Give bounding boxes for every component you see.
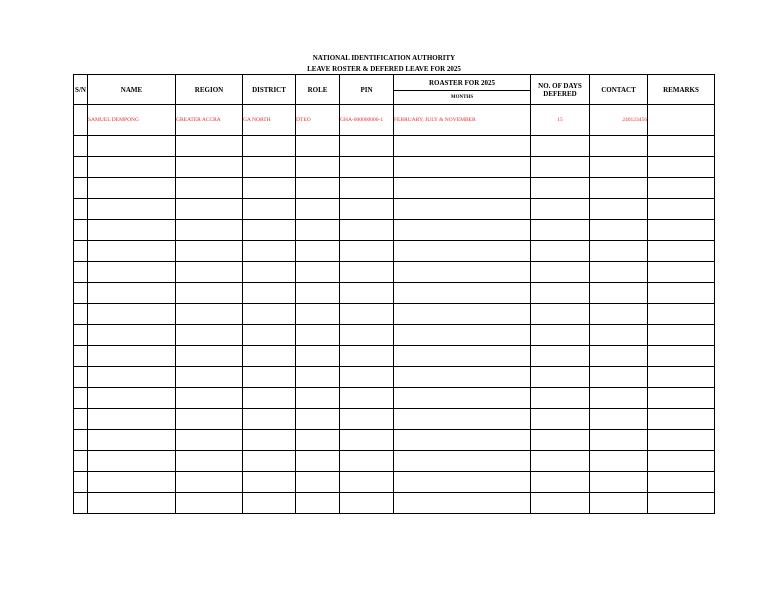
table-row bbox=[74, 199, 715, 220]
cell-role[interactable] bbox=[296, 157, 340, 178]
cell-pin[interactable] bbox=[340, 430, 394, 451]
col-remarks: REMARKS bbox=[648, 75, 715, 105]
cell-region[interactable] bbox=[176, 304, 243, 325]
cell-remarks[interactable] bbox=[648, 178, 715, 199]
cell-contact[interactable] bbox=[590, 304, 648, 325]
table-row bbox=[74, 451, 715, 472]
col-name: NAME bbox=[88, 75, 176, 105]
cell-days[interactable] bbox=[531, 430, 590, 451]
cell-contact[interactable] bbox=[590, 283, 648, 304]
cell-remarks[interactable] bbox=[648, 493, 715, 514]
cell-pin[interactable] bbox=[340, 409, 394, 430]
cell-pin[interactable] bbox=[340, 367, 394, 388]
cell-months[interactable] bbox=[394, 367, 531, 388]
cell-months[interactable] bbox=[394, 283, 531, 304]
table-row bbox=[74, 325, 715, 346]
cell-contact[interactable] bbox=[590, 493, 648, 514]
cell-name[interactable] bbox=[88, 178, 176, 199]
cell-sn[interactable] bbox=[74, 262, 88, 283]
cell-days[interactable] bbox=[531, 472, 590, 493]
table-row bbox=[74, 493, 715, 514]
cell-role[interactable] bbox=[296, 283, 340, 304]
cell-region[interactable] bbox=[176, 178, 243, 199]
cell-district[interactable] bbox=[243, 178, 296, 199]
table-row bbox=[74, 346, 715, 367]
cell-role[interactable]: DTEO bbox=[296, 105, 340, 136]
document-title: NATIONAL IDENTIFICATION AUTHORITY bbox=[312, 54, 456, 62]
cell-region[interactable] bbox=[176, 430, 243, 451]
cell-district[interactable] bbox=[243, 220, 296, 241]
cell-contact[interactable] bbox=[590, 157, 648, 178]
cell-remarks[interactable] bbox=[648, 430, 715, 451]
cell-name[interactable] bbox=[88, 472, 176, 493]
cell-remarks[interactable] bbox=[648, 325, 715, 346]
cell-sn[interactable] bbox=[74, 367, 88, 388]
cell-pin[interactable] bbox=[340, 262, 394, 283]
cell-months[interactable] bbox=[394, 346, 531, 367]
cell-name[interactable] bbox=[88, 367, 176, 388]
cell-name[interactable] bbox=[88, 409, 176, 430]
cell-remarks[interactable] bbox=[648, 472, 715, 493]
cell-role[interactable] bbox=[296, 220, 340, 241]
months-label: MONTHS bbox=[450, 94, 474, 100]
col-district: DISTRICT bbox=[243, 75, 296, 105]
cell-role[interactable] bbox=[296, 451, 340, 472]
cell-name[interactable] bbox=[88, 325, 176, 346]
cell-contact[interactable] bbox=[590, 241, 648, 262]
cell-contact[interactable] bbox=[590, 199, 648, 220]
table-row bbox=[74, 430, 715, 451]
cell-remarks[interactable] bbox=[648, 241, 715, 262]
cell-sn[interactable] bbox=[74, 409, 88, 430]
cell-months[interactable] bbox=[394, 388, 531, 409]
cell-district[interactable] bbox=[243, 199, 296, 220]
col-region: REGION bbox=[176, 75, 243, 105]
cell-contact[interactable] bbox=[590, 136, 648, 157]
cell-sn[interactable] bbox=[74, 157, 88, 178]
cell-days[interactable] bbox=[531, 157, 590, 178]
cell-months[interactable] bbox=[394, 451, 531, 472]
cell-remarks[interactable] bbox=[648, 304, 715, 325]
cell-region[interactable] bbox=[176, 220, 243, 241]
cell-months[interactable] bbox=[394, 304, 531, 325]
cell-district[interactable] bbox=[243, 388, 296, 409]
cell-district[interactable] bbox=[243, 367, 296, 388]
cell-contact[interactable] bbox=[590, 472, 648, 493]
roaster-label: ROASTER FOR 2025 bbox=[394, 75, 530, 91]
cell-remarks[interactable] bbox=[648, 105, 715, 136]
cell-contact[interactable] bbox=[590, 220, 648, 241]
table-row bbox=[74, 241, 715, 262]
cell-role[interactable] bbox=[296, 367, 340, 388]
cell-days[interactable] bbox=[531, 367, 590, 388]
cell-sn[interactable] bbox=[74, 346, 88, 367]
cell-pin[interactable] bbox=[340, 325, 394, 346]
cell-region[interactable] bbox=[176, 325, 243, 346]
cell-remarks[interactable] bbox=[648, 157, 715, 178]
cell-remarks[interactable] bbox=[648, 367, 715, 388]
cell-role[interactable] bbox=[296, 262, 340, 283]
cell-months[interactable] bbox=[394, 178, 531, 199]
col-days-deferred: NO. OF DAYS DEFERED bbox=[531, 75, 590, 105]
cell-name[interactable] bbox=[88, 493, 176, 514]
cell-region[interactable] bbox=[176, 136, 243, 157]
cell-name[interactable] bbox=[88, 304, 176, 325]
col-role: ROLE bbox=[296, 75, 340, 105]
cell-pin[interactable] bbox=[340, 136, 394, 157]
cell-district[interactable] bbox=[243, 304, 296, 325]
cell-role[interactable] bbox=[296, 430, 340, 451]
cell-role[interactable] bbox=[296, 304, 340, 325]
cell-days[interactable] bbox=[531, 388, 590, 409]
cell-pin[interactable] bbox=[340, 157, 394, 178]
cell-region[interactable] bbox=[176, 283, 243, 304]
cell-days[interactable] bbox=[531, 241, 590, 262]
cell-role[interactable] bbox=[296, 241, 340, 262]
cell-months[interactable] bbox=[394, 136, 531, 157]
leave-roster-table bbox=[73, 74, 715, 514]
cell-region[interactable] bbox=[176, 409, 243, 430]
cell-remarks[interactable] bbox=[648, 262, 715, 283]
cell-name[interactable]: SAMUEL DEMPONG bbox=[88, 105, 176, 136]
cell-region[interactable] bbox=[176, 262, 243, 283]
cell-months[interactable] bbox=[394, 220, 531, 241]
cell-sn[interactable] bbox=[74, 430, 88, 451]
cell-pin[interactable] bbox=[340, 472, 394, 493]
cell-contact[interactable] bbox=[590, 367, 648, 388]
cell-contact[interactable] bbox=[590, 262, 648, 283]
cell-days[interactable] bbox=[531, 220, 590, 241]
cell-role[interactable] bbox=[296, 178, 340, 199]
cell-name[interactable] bbox=[88, 388, 176, 409]
cell-role[interactable] bbox=[296, 409, 340, 430]
cell-district[interactable] bbox=[243, 472, 296, 493]
cell-days[interactable] bbox=[531, 283, 590, 304]
cell-name[interactable] bbox=[88, 262, 176, 283]
cell-region[interactable] bbox=[176, 199, 243, 220]
cell-pin[interactable] bbox=[340, 178, 394, 199]
cell-months[interactable] bbox=[394, 493, 531, 514]
cell-remarks[interactable] bbox=[648, 136, 715, 157]
cell-contact[interactable]: 240123456 bbox=[590, 105, 648, 136]
cell-role[interactable] bbox=[296, 199, 340, 220]
cell-pin[interactable] bbox=[340, 304, 394, 325]
cell-name[interactable] bbox=[88, 430, 176, 451]
cell-name[interactable] bbox=[88, 136, 176, 157]
cell-days[interactable] bbox=[531, 199, 590, 220]
cell-days[interactable]: 15 bbox=[531, 105, 590, 136]
cell-remarks[interactable] bbox=[648, 199, 715, 220]
cell-region[interactable] bbox=[176, 241, 243, 262]
cell-days[interactable] bbox=[531, 451, 590, 472]
cell-contact[interactable] bbox=[590, 451, 648, 472]
cell-role[interactable] bbox=[296, 136, 340, 157]
cell-remarks[interactable] bbox=[648, 283, 715, 304]
cell-role[interactable] bbox=[296, 493, 340, 514]
cell-role[interactable] bbox=[296, 325, 340, 346]
cell-days[interactable] bbox=[531, 178, 590, 199]
col-contact: CONTACT bbox=[590, 75, 648, 105]
cell-sn[interactable] bbox=[74, 136, 88, 157]
cell-remarks[interactable] bbox=[648, 220, 715, 241]
cell-months[interactable] bbox=[394, 157, 531, 178]
cell-days[interactable] bbox=[531, 493, 590, 514]
cell-name[interactable] bbox=[88, 346, 176, 367]
cell-region[interactable] bbox=[176, 157, 243, 178]
col-roaster bbox=[394, 75, 531, 105]
cell-district[interactable] bbox=[243, 283, 296, 304]
cell-months[interactable] bbox=[394, 262, 531, 283]
cell-district[interactable] bbox=[243, 493, 296, 514]
cell-days[interactable] bbox=[531, 325, 590, 346]
table-row bbox=[74, 388, 715, 409]
table-row bbox=[74, 136, 715, 157]
table-row bbox=[74, 105, 715, 136]
table-row bbox=[74, 220, 715, 241]
table-row bbox=[74, 367, 715, 388]
cell-name[interactable] bbox=[88, 241, 176, 262]
cell-pin[interactable] bbox=[340, 346, 394, 367]
cell-region[interactable] bbox=[176, 367, 243, 388]
cell-district[interactable] bbox=[243, 262, 296, 283]
cell-sn[interactable] bbox=[74, 199, 88, 220]
cell-region[interactable] bbox=[176, 451, 243, 472]
cell-sn[interactable] bbox=[74, 472, 88, 493]
cell-pin[interactable] bbox=[340, 241, 394, 262]
cell-region[interactable] bbox=[176, 472, 243, 493]
col-sn: S/N bbox=[74, 75, 88, 105]
col-pin: PIN bbox=[340, 75, 394, 105]
cell-contact[interactable] bbox=[590, 430, 648, 451]
cell-contact[interactable] bbox=[590, 325, 648, 346]
table-row bbox=[74, 283, 715, 304]
cell-role[interactable] bbox=[296, 346, 340, 367]
cell-district[interactable] bbox=[243, 325, 296, 346]
cell-sn[interactable] bbox=[74, 105, 88, 136]
cell-district[interactable] bbox=[243, 430, 296, 451]
cell-district[interactable] bbox=[243, 136, 296, 157]
cell-pin[interactable] bbox=[340, 220, 394, 241]
cell-days[interactable] bbox=[531, 136, 590, 157]
cell-sn[interactable] bbox=[74, 283, 88, 304]
cell-name[interactable] bbox=[88, 157, 176, 178]
cell-district[interactable] bbox=[243, 346, 296, 367]
table-row bbox=[74, 304, 715, 325]
cell-sn[interactable] bbox=[74, 325, 88, 346]
table-row bbox=[74, 157, 715, 178]
cell-name[interactable] bbox=[88, 220, 176, 241]
cell-sn[interactable] bbox=[74, 451, 88, 472]
document-subtitle: LEAVE ROSTER & DEFERED LEAVE FOR 2025 bbox=[307, 65, 461, 73]
cell-role[interactable] bbox=[296, 472, 340, 493]
cell-region[interactable]: GREATER ACCRA bbox=[176, 105, 243, 136]
cell-days[interactable] bbox=[531, 346, 590, 367]
cell-remarks[interactable] bbox=[648, 388, 715, 409]
cell-sn[interactable] bbox=[74, 493, 88, 514]
cell-district[interactable] bbox=[243, 241, 296, 262]
cell-region[interactable] bbox=[176, 388, 243, 409]
cell-name[interactable] bbox=[88, 451, 176, 472]
cell-months[interactable] bbox=[394, 409, 531, 430]
cell-remarks[interactable] bbox=[648, 451, 715, 472]
cell-district[interactable] bbox=[243, 451, 296, 472]
cell-region[interactable] bbox=[176, 493, 243, 514]
cell-pin[interactable] bbox=[340, 388, 394, 409]
cell-pin[interactable] bbox=[340, 493, 394, 514]
cell-days[interactable] bbox=[531, 262, 590, 283]
cell-district[interactable] bbox=[243, 409, 296, 430]
cell-name[interactable] bbox=[88, 199, 176, 220]
cell-months[interactable] bbox=[394, 430, 531, 451]
cell-contact[interactable] bbox=[590, 346, 648, 367]
cell-contact[interactable] bbox=[590, 178, 648, 199]
table-row bbox=[74, 262, 715, 283]
header-row bbox=[74, 75, 715, 105]
cell-days[interactable] bbox=[531, 409, 590, 430]
cell-name[interactable] bbox=[88, 283, 176, 304]
cell-months[interactable] bbox=[394, 199, 531, 220]
cell-sn[interactable] bbox=[74, 241, 88, 262]
cell-months[interactable] bbox=[394, 472, 531, 493]
cell-pin[interactable] bbox=[340, 199, 394, 220]
cell-remarks[interactable] bbox=[648, 409, 715, 430]
cell-region[interactable] bbox=[176, 346, 243, 367]
cell-sn[interactable] bbox=[74, 304, 88, 325]
table-row bbox=[74, 409, 715, 430]
cell-days[interactable] bbox=[531, 304, 590, 325]
cell-contact[interactable] bbox=[590, 409, 648, 430]
cell-pin[interactable] bbox=[340, 451, 394, 472]
cell-pin[interactable] bbox=[340, 283, 394, 304]
cell-district[interactable] bbox=[243, 157, 296, 178]
cell-sn[interactable] bbox=[74, 220, 88, 241]
cell-contact[interactable] bbox=[590, 388, 648, 409]
cell-months[interactable] bbox=[394, 325, 531, 346]
cell-remarks[interactable] bbox=[648, 346, 715, 367]
cell-sn[interactable] bbox=[74, 388, 88, 409]
cell-sn[interactable] bbox=[74, 178, 88, 199]
cell-months[interactable] bbox=[394, 241, 531, 262]
cell-role[interactable] bbox=[296, 388, 340, 409]
cell-pin[interactable]: GHA-000000000-1 bbox=[340, 105, 394, 136]
table-row bbox=[74, 178, 715, 199]
cell-district[interactable]: GA NORTH bbox=[243, 105, 296, 136]
table-row bbox=[74, 472, 715, 493]
cell-months[interactable]: FEBRUARY, JULY & NOVEMBER bbox=[394, 105, 531, 136]
